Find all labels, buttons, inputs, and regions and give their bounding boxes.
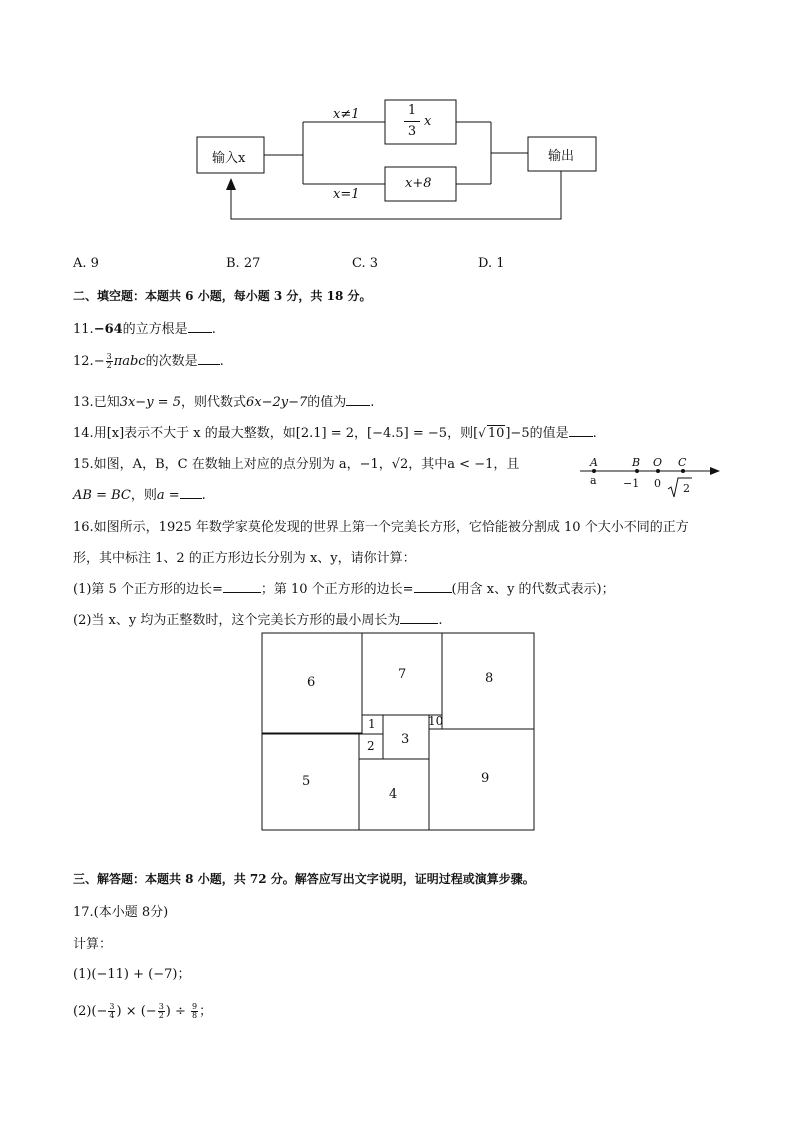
frac-c-num: 9	[192, 1002, 198, 1011]
q13-text3: 的值为	[307, 395, 347, 410]
square-label-4: 4	[389, 787, 398, 802]
square-label-2: 2	[367, 739, 375, 753]
top-box-numerator: 1	[407, 103, 417, 118]
q17-p2-end: ；	[199, 1004, 213, 1019]
square-label-3: 3	[401, 732, 410, 747]
q17-instruction: 计算：	[73, 937, 113, 952]
fraction-c	[191, 1003, 198, 1020]
square-label-10: 10	[428, 714, 444, 728]
label-B: B	[632, 456, 641, 469]
q12-end: .	[219, 354, 224, 369]
square-label-1: 1	[368, 717, 376, 731]
q13-expr2: 6x−2y−7	[246, 395, 308, 410]
q16-line1: 16.如图所示，1925 年数学家莫伦发现的世界上第一个完美长方形，它恰能被分割成 10 个大小不同的正方	[73, 520, 689, 535]
section2-title: 二、填空题：本题共 6 小题，每小题 3 分，共 18 分。	[73, 289, 372, 303]
bottom-condition: x=1	[333, 187, 360, 202]
option-d: D. 1	[478, 256, 505, 271]
q15-expr: AB = BC	[73, 488, 131, 503]
frac-b-num: 3	[158, 1002, 164, 1011]
q12-number: 12.	[73, 354, 94, 369]
q17-p2-op1: (−	[91, 1004, 108, 1019]
frac-a-num: 3	[109, 1002, 115, 1011]
q14-example1: [2.1] = 2	[295, 426, 355, 441]
top-box-denominator: 3	[407, 124, 417, 139]
q11-expr: −64	[93, 322, 123, 337]
frac-c-den: 8	[192, 1011, 198, 1020]
q14-text3: 的值是	[529, 426, 569, 441]
label-zero: 0	[654, 477, 661, 490]
q17-p2-op3: ) ÷	[165, 1004, 191, 1019]
q14-number: 14.	[73, 426, 94, 441]
q15-end: .	[201, 488, 206, 503]
q15-var: a =	[156, 488, 180, 503]
q16-part1-a: (1)第 5 个正方形的边长=	[73, 582, 223, 597]
bottom-box-expr: x+8	[405, 176, 432, 191]
q15-line1: 15.如图，A，B，C 在数轴上对应的点分别为 a，−1，√2，其中a < −1，且	[73, 457, 520, 472]
label-sqrt2: 2	[683, 482, 690, 495]
frac-b-den: 2	[158, 1011, 164, 1020]
square-label-9: 9	[481, 771, 490, 786]
label-a: a	[590, 474, 597, 487]
q14-end: .	[592, 426, 597, 441]
q14-text2: ，则	[447, 426, 474, 441]
q17-p2-label: (2)	[73, 1004, 92, 1019]
q17-header: 17.(本小题 8分)	[73, 905, 169, 920]
square-label-8: 8	[485, 671, 494, 686]
q13-text2: ，则代数式	[180, 395, 246, 410]
output-label: 输出	[548, 149, 575, 164]
sqrt-symbol: √	[478, 426, 486, 440]
q16-part1-c: (用含 x、y 的代数式表示)；	[451, 582, 615, 597]
q16-end: .	[438, 613, 443, 628]
q11-end: .	[211, 322, 216, 337]
q15-text: ，则	[130, 488, 157, 503]
label-O: O	[653, 456, 663, 469]
label-C: C	[678, 456, 687, 469]
option-b: B. 27	[226, 256, 261, 271]
q13-text1: 已知	[93, 395, 120, 410]
q11-text: 的立方根是	[122, 322, 188, 337]
label-neg1: −1	[623, 477, 640, 490]
q17-part2	[73, 1000, 212, 1020]
q17-part1: (1)(−11) + (−7)；	[73, 967, 191, 982]
q16-part2: (2)当 x、y 均为正整数时，这个完美长方形的最小周长为	[73, 613, 401, 628]
fraction-b	[158, 1003, 165, 1020]
q12-minus: −	[93, 354, 105, 369]
q17-p2-op2: ) × (−	[116, 1004, 157, 1019]
q16-line2: 形，其中标注 1、2 的正方形边长分别为 x、y，请你计算：	[73, 551, 416, 566]
q12-frac-num: 3	[106, 352, 112, 361]
fraction-a	[108, 1003, 115, 1020]
q11-number: 11.	[73, 322, 94, 337]
q16-part1-b: ；第 10 个正方形的边长=	[260, 582, 414, 597]
q12-frac-den: 2	[106, 361, 112, 370]
top-condition: x≠1	[333, 107, 360, 122]
square-label-7: 7	[398, 667, 407, 682]
q13-expr1: 3x−y = 5	[119, 395, 181, 410]
q13-number: 13.	[73, 395, 94, 410]
q14-example2: [−4.5] = −5	[367, 426, 448, 441]
input-label: 输入x	[212, 151, 246, 166]
frac-a-den: 4	[109, 1011, 115, 1020]
square-label-5: 5	[302, 774, 311, 789]
square-5	[262, 734, 359, 830]
q14-bracket-close: ]−5	[505, 426, 530, 441]
q14-sep: ，	[354, 426, 368, 441]
q13-end: .	[370, 395, 375, 410]
top-box-variable: x	[424, 114, 432, 129]
q12-text: 的次数是	[145, 354, 198, 369]
option-c: C. 3	[352, 256, 379, 271]
label-A: A	[590, 456, 598, 469]
q12-expr: πabc	[113, 354, 146, 369]
option-a: A. 9	[73, 256, 99, 271]
q14-radicand: 10	[487, 426, 505, 441]
section3-title: 三、解答题：本题共 8 小题，共 72 分。解答应写出文字说明，证明过程或演算步骤。	[73, 872, 535, 886]
square-label-6: 6	[307, 675, 316, 690]
q14-bracket-open: [	[473, 426, 479, 441]
q14-text1: 用[x]表示不大于 x 的最大整数，如	[93, 426, 296, 441]
